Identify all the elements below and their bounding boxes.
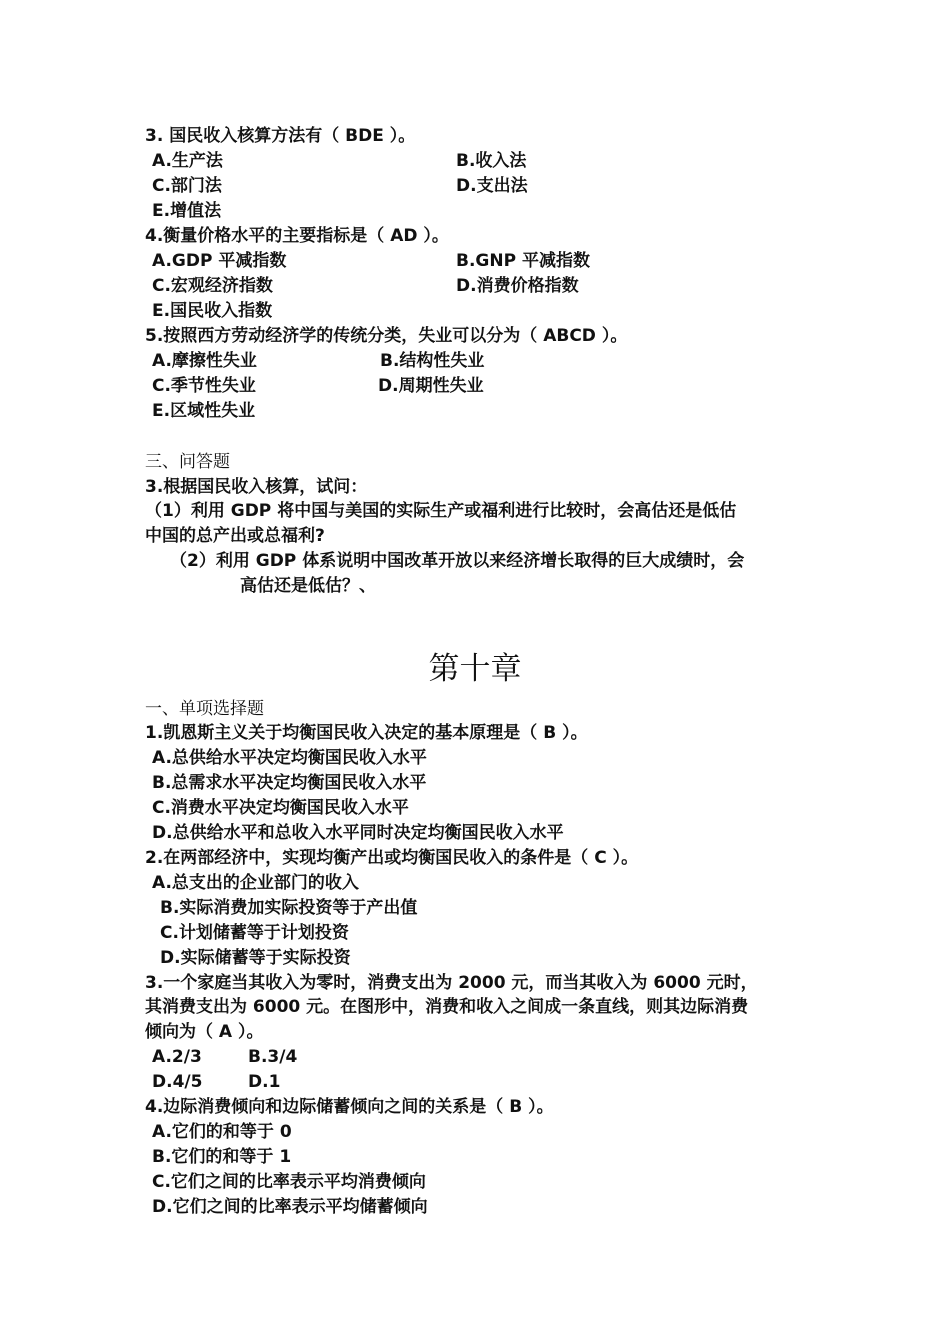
chapter-title: 第十章 [428,651,522,687]
option-c: C.宏观经济指数 [152,276,273,296]
option-d: D.周期性失业 [378,376,484,396]
option-a: A.GDP 平减指数 [152,251,287,271]
section-heading: 一、单项选择题 [145,699,264,719]
option-c: C.部门法 [152,176,222,196]
question-part-2: （2）利用 GDP 体系说明中国改革开放以来经济增长取得的巨大成绩时，会 [170,551,745,571]
option-d: D.总供给水平和总收入水平同时决定均衡国民收入水平 [152,823,564,843]
option-c: C.消费水平决定均衡国民收入水平 [152,798,409,818]
question-stem: 2.在两部经济中，实现均衡产出或均衡国民收入的条件是（ C ）。 [145,848,639,868]
option-b: B.结构性失业 [380,351,485,371]
option-d: D.实际储蓄等于实际投资 [160,948,351,968]
option-a: A.2/3 [152,1047,202,1067]
option-b: B.实际消费加实际投资等于产出值 [160,898,418,918]
option-b: B.GNP 平减指数 [456,251,590,271]
option-d: D.消费价格指数 [456,276,579,296]
option-b: B.3/4 [248,1047,298,1067]
option-e: E.增值法 [152,201,222,221]
question-stem-continued: 其消费支出为 6000 元。在图形中，消费和收入之间成一条直线，则其边际消费 [145,997,749,1017]
option-a: A.生产法 [152,151,223,171]
option-a: A.总供给水平决定均衡国民收入水平 [152,748,427,768]
question-stem: 3.一个家庭当其收入为零时，消费支出为 2000 元，而当其收入为 6000 元时， [145,973,758,993]
question-part-1-continued: 中国的总产出或总福利? [145,526,325,546]
question-stem: 5.按照西方劳动经济学的传统分类，失业可以分为（ ABCD ）。 [145,326,628,346]
option-e: E.国民收入指数 [152,301,273,321]
question-stem: 4.衡量价格水平的主要指标是（ AD ）。 [145,226,449,246]
question-part-1: （1）利用 GDP 将中国与美国的实际生产或福利进行比较时，会高估还是低估 [145,501,737,521]
option-c: C.它们之间的比率表示平均消费倾向 [152,1172,426,1192]
option-d: D.1 [248,1072,281,1092]
option-c: C.季节性失业 [152,376,256,396]
option-b: B.收入法 [456,151,527,171]
option-b: B.总需求水平决定均衡国民收入水平 [152,773,427,793]
question-stem: 3. 国民收入核算方法有（ BDE ）。 [145,126,416,146]
section-heading: 三、问答题 [145,452,230,472]
question-stem: 3.根据国民收入核算，试问： [145,477,368,497]
option-d: D.支出法 [456,176,528,196]
question-stem: 1.凯恩斯主义关于均衡国民收入决定的基本原理是（ B ）。 [145,723,588,743]
option-d: D.它们之间的比率表示平均储蓄倾向 [152,1197,428,1217]
option-a: A.摩擦性失业 [152,351,257,371]
question-part-2-continued: 高估还是低估？、 [240,576,376,596]
question-stem-continued: 倾向为（ A ）。 [145,1022,264,1042]
option-c: C.计划储蓄等于计划投资 [160,923,349,943]
option-b: B.它们的和等于 1 [152,1147,292,1167]
question-stem: 4.边际消费倾向和边际储蓄倾向之间的关系是（ B ）。 [145,1097,554,1117]
option-e: E.区域性失业 [152,401,256,421]
option-a: A.总支出的企业部门的收入 [152,873,359,893]
option-a: A.它们的和等于 0 [152,1122,292,1142]
option-c: D.4/5 [152,1072,203,1092]
